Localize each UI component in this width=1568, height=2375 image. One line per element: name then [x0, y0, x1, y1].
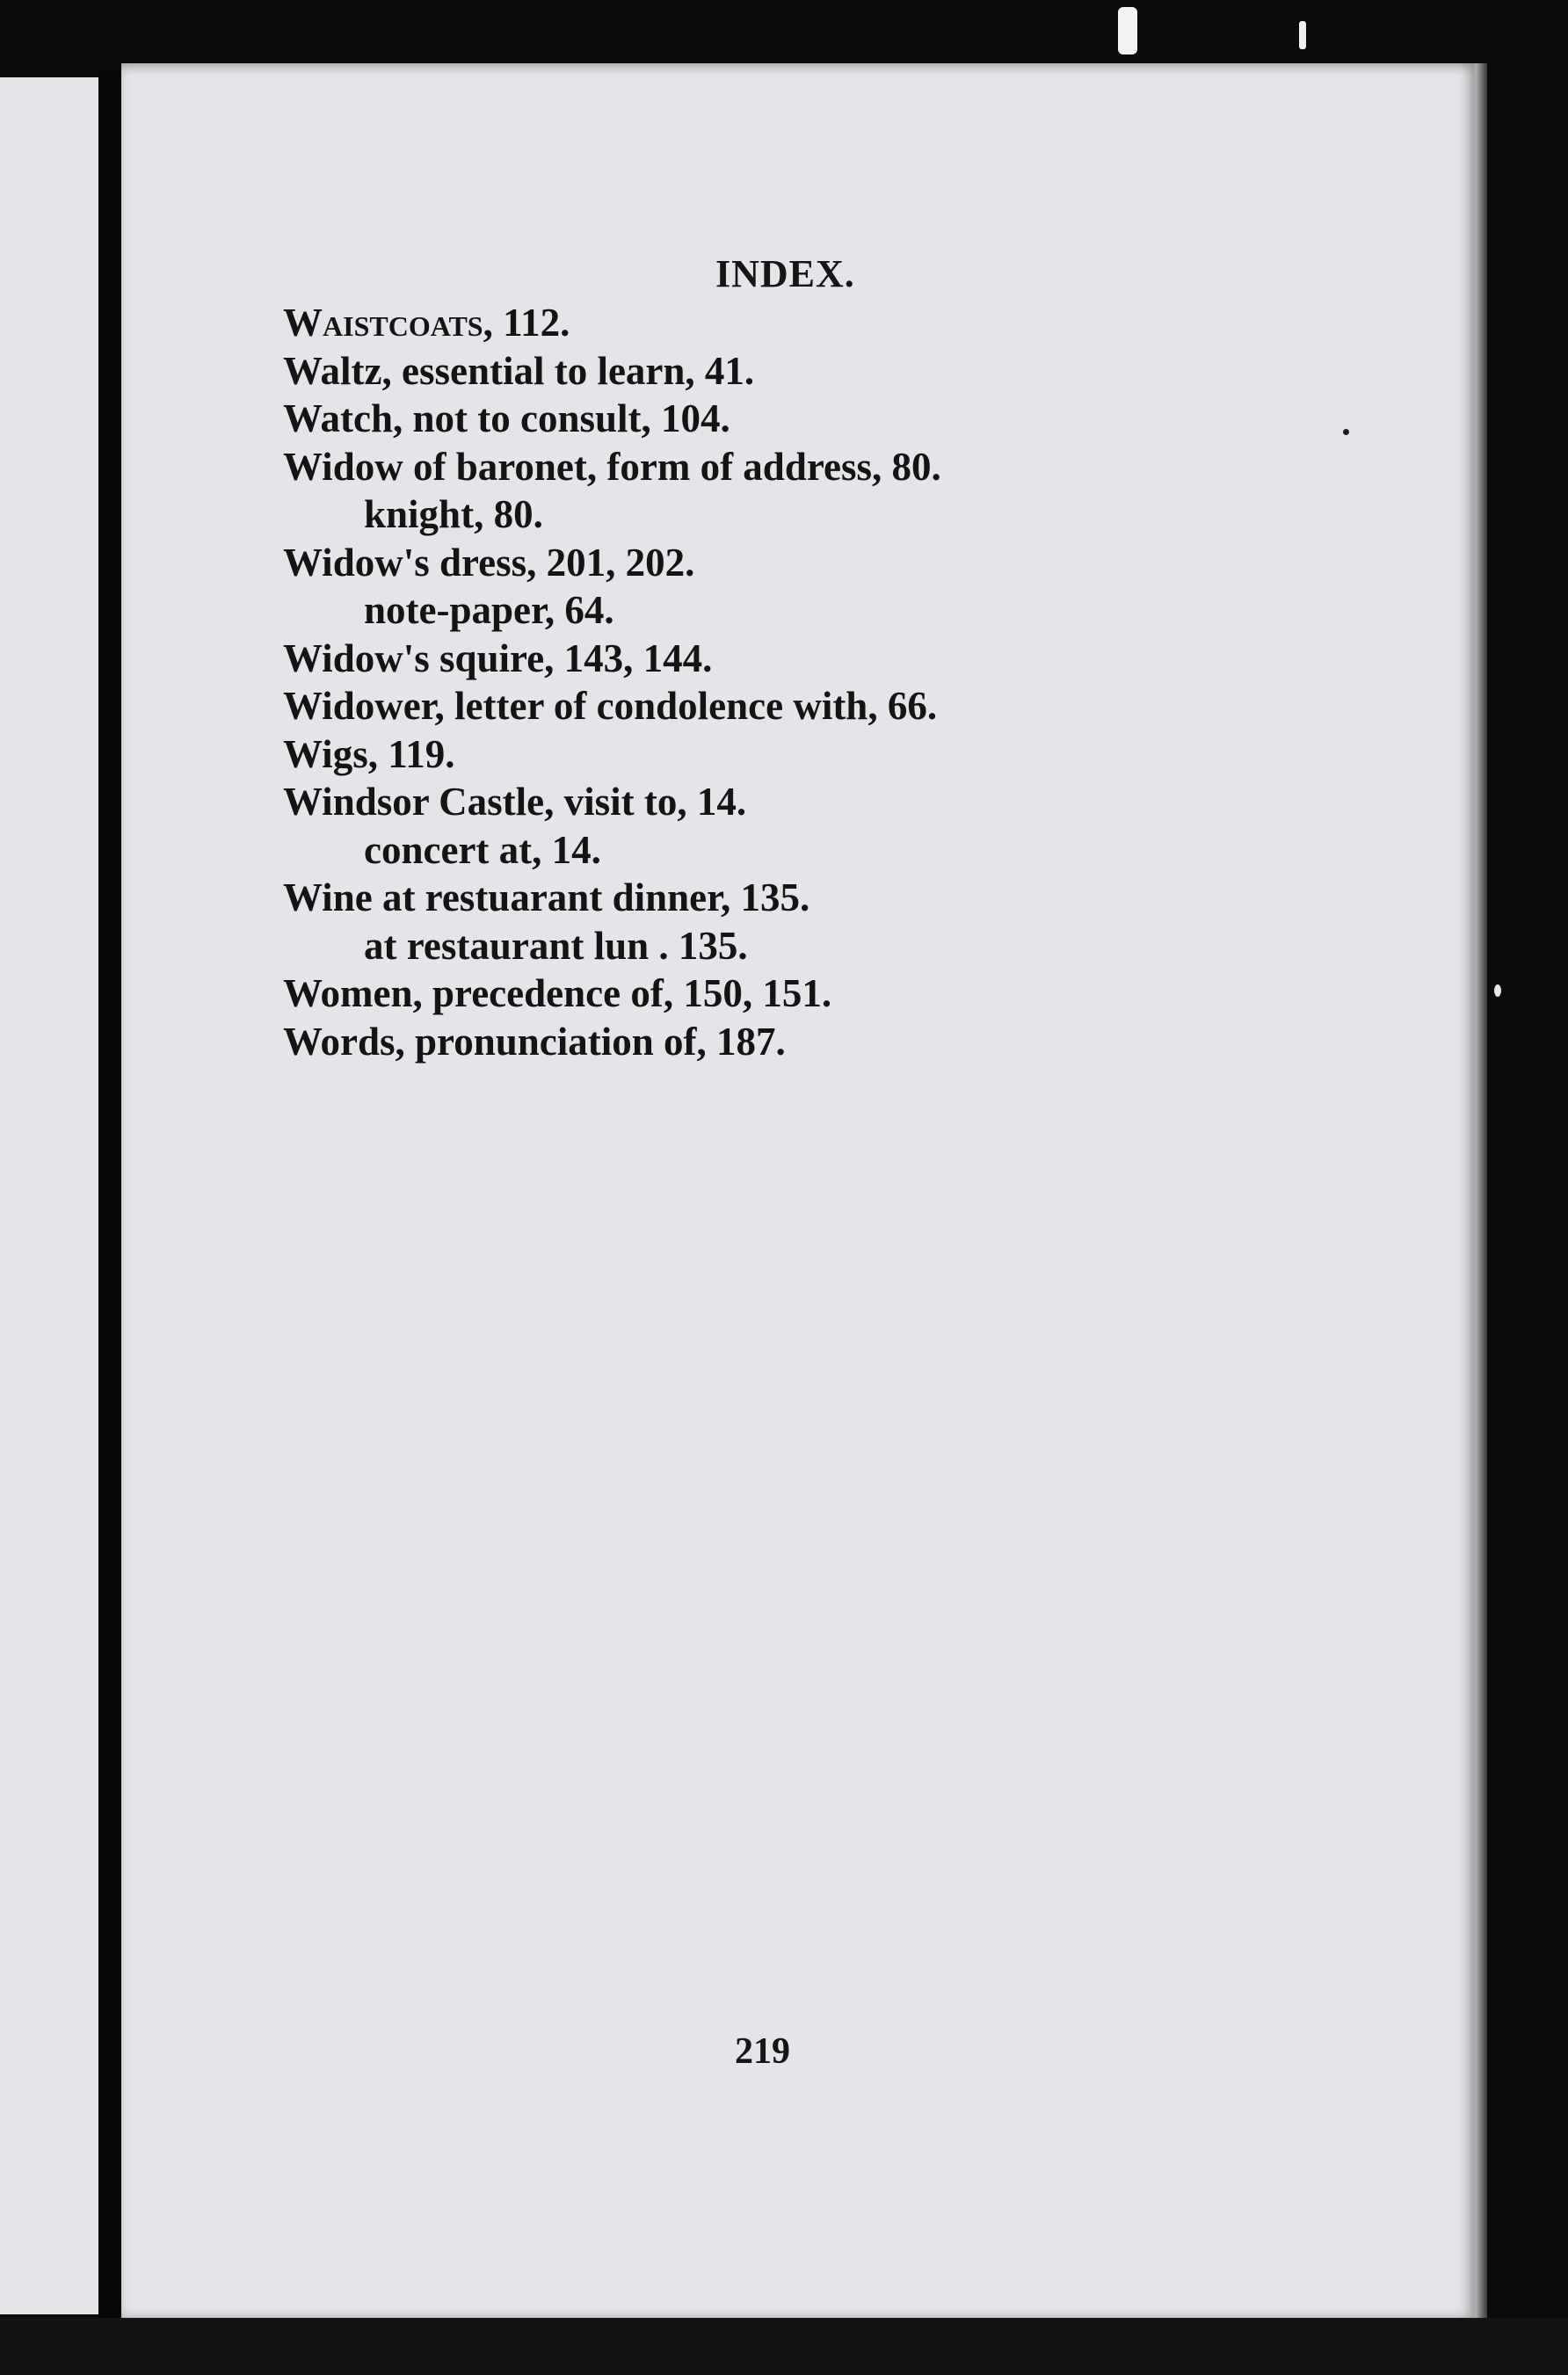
index-subentry: note-paper, 64. [364, 588, 614, 632]
index-entry: Words, pronunciation of, 187. [283, 1019, 786, 1064]
page-number: 219 [735, 2031, 790, 2072]
index-entries [283, 299, 1338, 1065]
index-entry: Waistcoats, 112. [283, 301, 570, 345]
book-gutter [98, 70, 121, 2321]
index-entry: Widow's squire, 143, 144. [283, 636, 713, 680]
index-subentry: at restaurant lun . 135. [364, 923, 748, 968]
facing-page-edge [0, 77, 101, 2314]
index-entry: Watch, not to consult, 104. [283, 396, 730, 440]
index-subentry: concert at, 14. [364, 827, 601, 872]
index-entry: Waltz, essential to learn, 41. [283, 348, 755, 393]
index-entry: Women, precedence of, 150, 151. [283, 971, 832, 1015]
scan-artifact [1343, 429, 1349, 435]
index-subentry: knight, 80. [364, 492, 543, 536]
index-entry: Widow of baronet, form of address, 80. [283, 444, 941, 489]
scan-artifact [1494, 984, 1501, 997]
index-entry: Wine at restuarant dinner, 135. [283, 875, 810, 919]
scan-artifact [1299, 21, 1306, 49]
page-edge-shadow [1475, 63, 1487, 2318]
page-header: INDEX. [715, 252, 855, 295]
scan-artifact [1118, 7, 1137, 54]
index-entry: Widower, letter of condolence with, 66. [283, 684, 938, 728]
index-entry: Wigs, 119. [283, 731, 455, 776]
index-entry: Windsor Castle, visit to, 14. [283, 780, 747, 824]
index-entry: Widow's dress, 201, 202. [283, 540, 695, 585]
scan-bottom-border [0, 2318, 1568, 2375]
